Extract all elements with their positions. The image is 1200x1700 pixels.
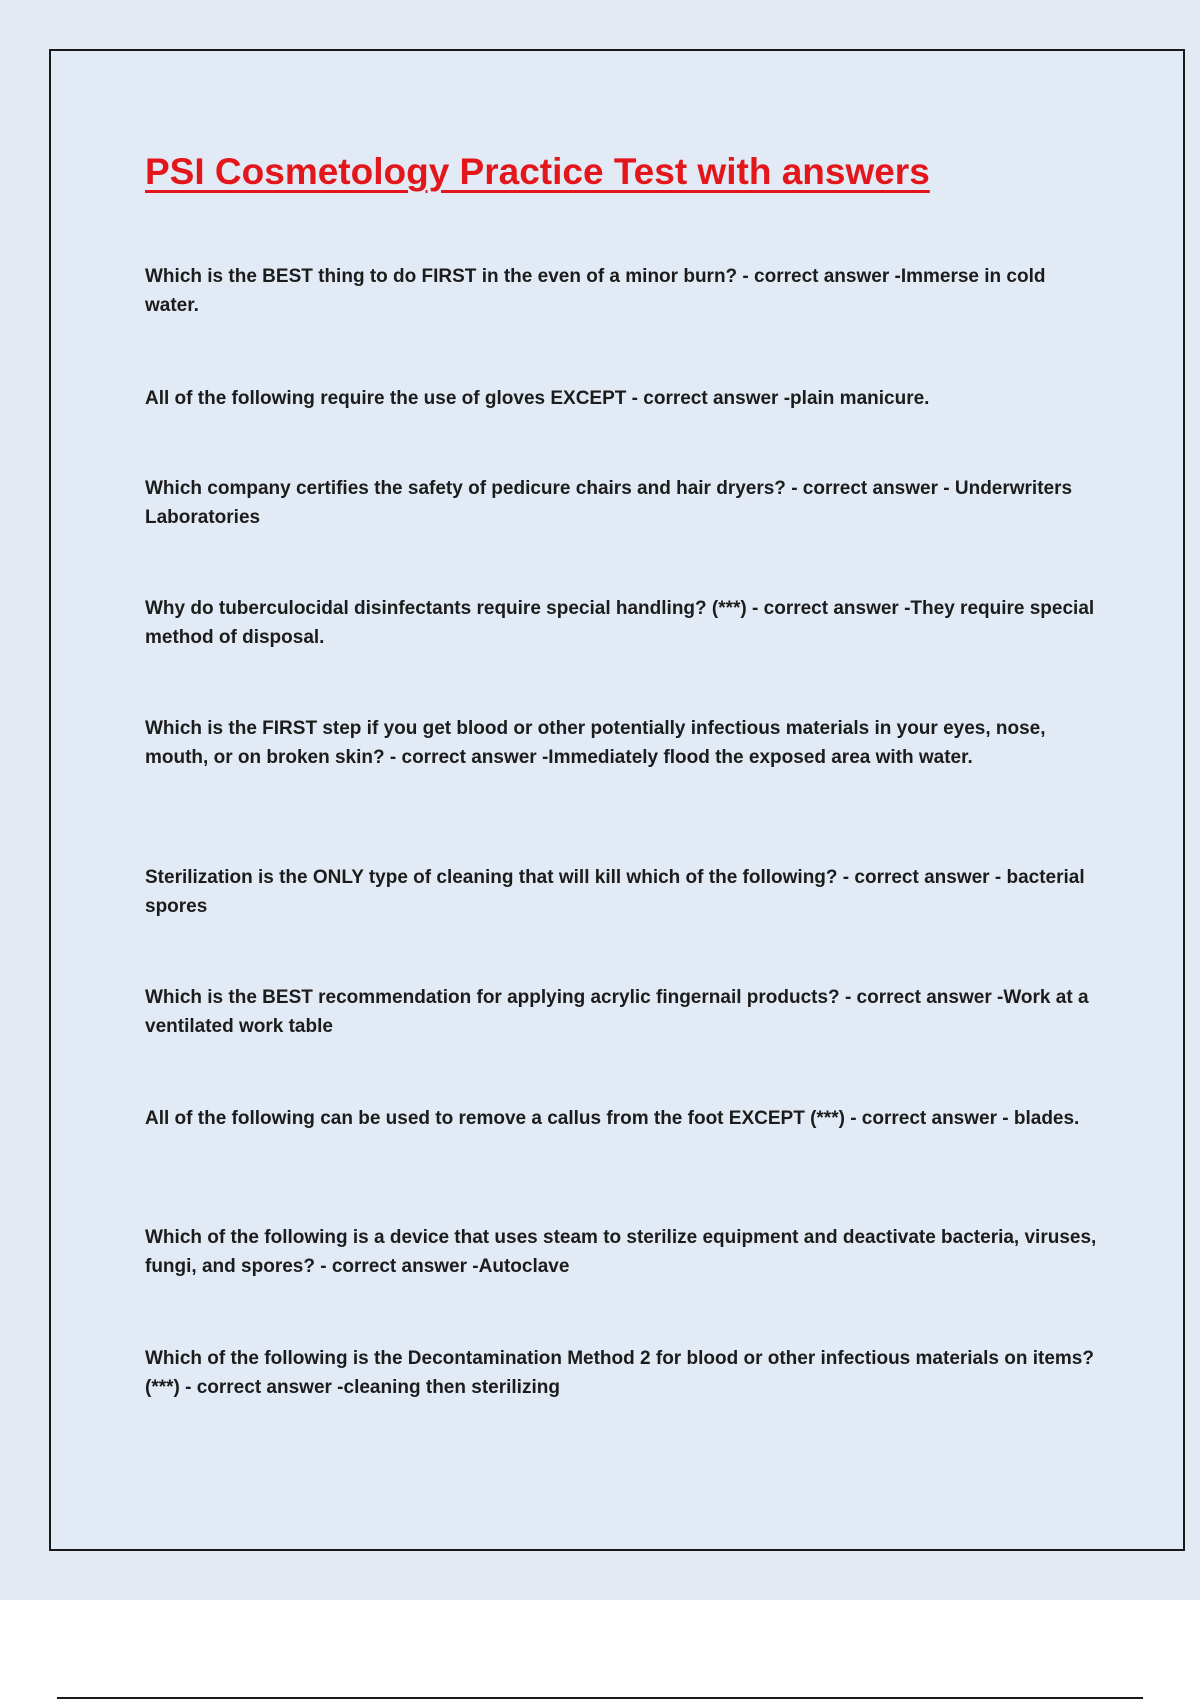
qa-item-10: Which of the following is the Decontamination Method 2 for blood or other infectious materials on items? (***) - correct answer -cleaning then sterilizing	[145, 1348, 1094, 1398]
document-title: PSI Cosmetology Practice Test with answers	[145, 151, 930, 192]
qa-item-9: Which of the following is a device that uses steam to sterilize equipment and deactivate bacteria, viruses, fungi, and spores? - correct answer -Autoclave	[145, 1227, 1097, 1277]
qa-item-8: All of the following can be used to remove a callus from the foot EXCEPT (***) - correct answer - blades.	[145, 1108, 1080, 1129]
qa-item-5: Which is the FIRST step if you get blood or other potentially infectious materials in your eyes, nose, mouth, or on broken skin? - correct answer -Immediately flood the exposed area with water.	[145, 718, 1046, 768]
qa-item-2: All of the following require the use of gloves EXCEPT - correct answer -plain manicure.	[145, 388, 930, 409]
qa-item-4: Why do tuberculocidal disinfectants require special handling? (***) - correct answer -They require special method of disposal.	[145, 598, 1095, 648]
qa-item-1: Which is the BEST thing to do FIRST in the even of a minor burn? - correct answer -Immerse in cold water.	[145, 266, 1046, 316]
qa-item-3: Which company certifies the safety of pedicure chairs and hair dryers? - correct answer - Underwriters Laboratories	[145, 478, 1073, 528]
qa-item-7: Which is the BEST recommendation for applying acrylic fingernail products? - correct answer -Work at a ventilated work table	[145, 987, 1089, 1037]
qa-item-6: Sterilization is the ONLY type of cleaning that will kill which of the following? - correct answer - bacterial spores	[145, 867, 1085, 917]
footer-rule	[57, 1697, 1143, 1699]
